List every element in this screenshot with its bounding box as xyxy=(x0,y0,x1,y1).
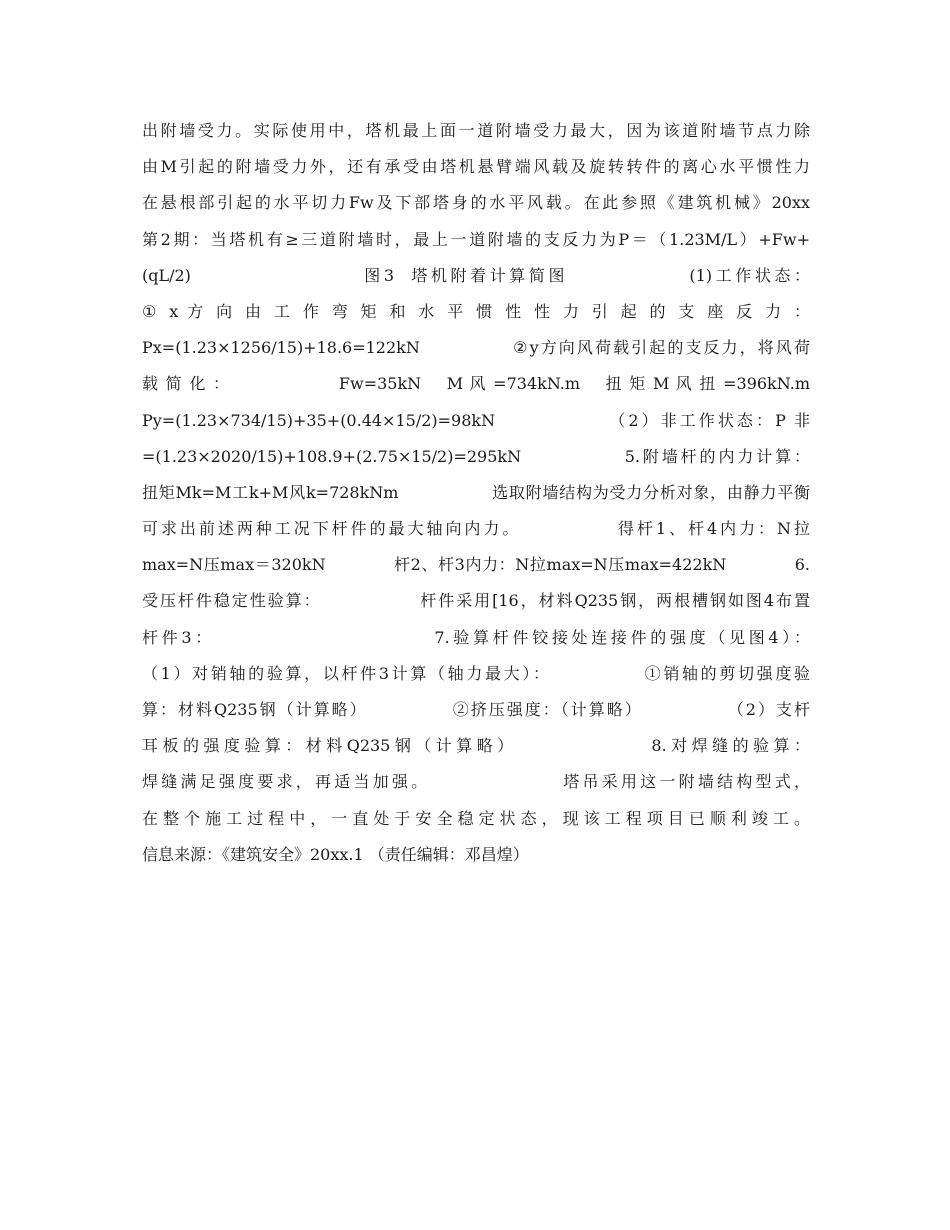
text-line: (qL/2) 图3 塔机附着计算简图 (1)工作状态： xyxy=(142,265,810,285)
text-line: 出附墙受力。实际使用中，塔机最上面一道附墙受力最大，因为该道附墙节点力除 xyxy=(142,121,810,140)
source-line: 信息来源：《建筑安全》20xx.1 （责任编辑：邓昌煌） xyxy=(142,844,529,864)
text-line: 可求出前述两种工况下杆件的最大轴向内力。 得杆1、杆4内力：N拉 xyxy=(142,519,810,539)
text-line: 杆件3： 7.验算杆件铰接处连接件的强度（见图4）： xyxy=(142,627,810,647)
text-line: 焊缝满足强度要求，再适当加强。 塔吊采用这一附墙结构型式， xyxy=(142,772,810,792)
text-line: Py=(1.23×734/15)+35+(0.44×15/2)=98kN （2）非工作状态：P 非 xyxy=(142,410,810,430)
text-line: 耳板的强度验算：材料Q235钢（计算略） 8.对焊缝的验算： xyxy=(142,736,810,756)
text-line: （1）对销轴的验算，以杆件3计算（轴力最大）： ①销轴的剪切强度验 xyxy=(142,663,810,683)
body-text xyxy=(142,116,810,876)
text-line: 在悬根部引起的水平切力Fw及下部塔身的水平风载。在此参照《建筑机械》20xx xyxy=(142,193,810,213)
text-line: Px=(1.23×1256/15)+18.6=122kN ②y方向风荷载引起的支反力，将风荷 xyxy=(142,338,810,358)
text-line: 受压杆件稳定性验算： 杆件采用[16，材料Q235钢，两根槽钢如图4布置 xyxy=(142,591,810,611)
text-line: 由M引起的附墙受力外，还有承受由塔机悬臂端风载及旋转转件的离心水平惯性力 xyxy=(142,157,810,177)
text-line: 载 简 化 ： Fw=35kN M 风 =734kN.m 扭 矩 M 风 扭 =396kN.m xyxy=(142,374,810,394)
text-line: 在整个施工过程中，一直处于安全稳定状态，现该工程项目已顺利竣工。 xyxy=(142,808,810,828)
text-line: 扭矩Mk=M工k+M风k=728kNm 选取附墙结构为受力分析对象，由静力平衡 xyxy=(142,482,810,502)
text-line: 算：材料Q235钢（计算略） ②挤压强度：（计算略） （2）支杆 xyxy=(142,700,810,719)
text-line: 第2期：当塔机有≥三道附墙时，最上一道附墙的支反力为P＝（1.23M/L）+Fw+ xyxy=(142,229,810,249)
text-line: ① x 方 向 由 工 作 弯 矩 和 水 平 惯 性 性 力 引 起 的 支 座 反 力 ： xyxy=(142,301,810,321)
text-line: =(1.23×2020/15)+108.9+(2.75×15/2)=295kN 5.附墙杆的内力计算： xyxy=(142,446,810,466)
text-line: max=N压max＝320kN 杆2、杆3内力：N拉max=N压max=422kN 6. xyxy=(142,555,810,575)
